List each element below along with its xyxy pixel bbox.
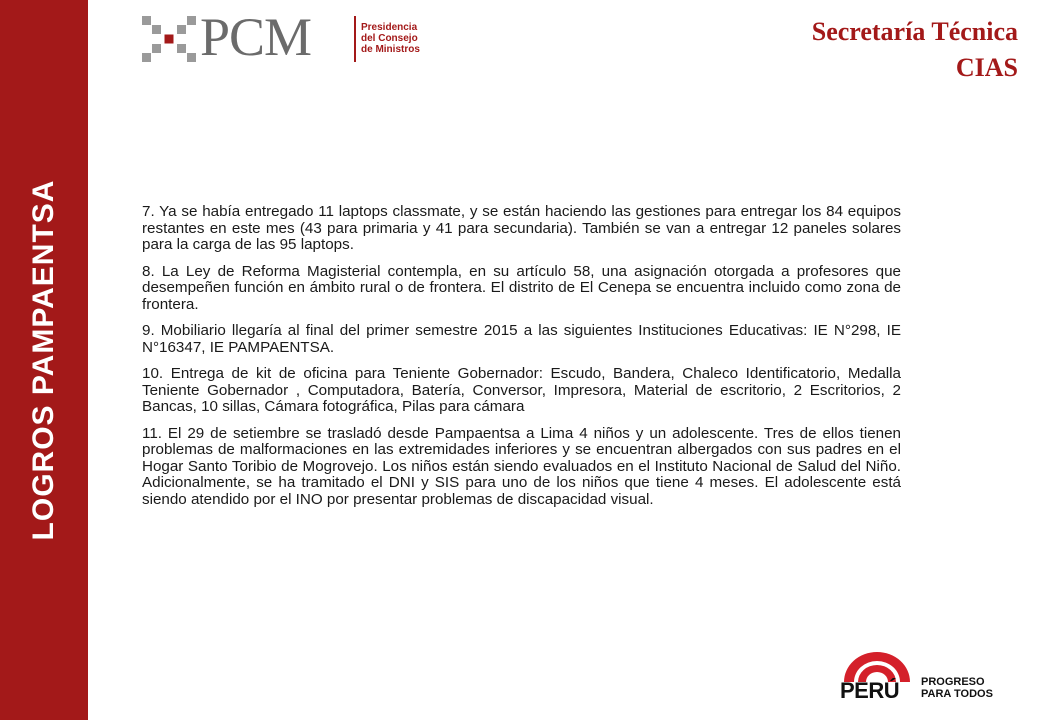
paragraph-10: 10. Entrega de kit de oficina para Teniente Gobernador: Escudo, Bandera, Chaleco Identificatorio, Medalla Teniente Gobernador , Computadora, Batería, Conversor, Impresora, Material de escritorio, 2 Escritorios, 2 Bancas, 10 sillas, Cámara fotográfica, Pilas para cámara [142, 365, 901, 415]
pcm-subtitle [361, 22, 420, 55]
sidebar-title: LOGROS PAMPAENTSA [27, 179, 60, 541]
peru-logo [838, 648, 1008, 704]
sidebar-band [0, 0, 88, 720]
main-content [142, 204, 901, 518]
pcm-wordmark: PCM [200, 7, 312, 67]
paragraph-8: 8. La Ley de Reforma Magisterial contempla, en su artículo 58, una asignación otorgada a profesores que desempeñen función en ámbito rural o de frontera. El distrito de El Cenepa se encuentra incluido como zona de frontera. [142, 262, 901, 313]
peru-slogan-line: PROGRESO [921, 676, 985, 688]
paragraph-9: 9. Mobiliario llegaría al final del primer semestre 2015 a las siguientes Instituciones Educativas: IE N°298, IE N°16347, IE PAMPAENTSA. [142, 322, 901, 356]
pcm-x-mark-icon [140, 14, 198, 64]
pcm-logo [140, 7, 440, 67]
pcm-subtitle-line: del Consejo [361, 33, 418, 44]
peru-wordmark: PERÚ [840, 678, 900, 703]
header-title [812, 14, 1018, 86]
header-title-line1: Secretaría Técnica [811, 17, 1018, 46]
pcm-subtitle-line: Presidencia [361, 22, 418, 33]
paragraph-7: 7. Ya se había entregado 11 laptops classmate, y se están haciendo las gestiones para entregar los 84 equipos restantes en este mes (43 para primaria y 41 para secundaria). También se van a entregar 12 paneles solares para la carga de las 95 laptops. [142, 203, 901, 253]
peru-slogan [921, 676, 993, 700]
logo-divider [354, 16, 356, 62]
pcm-subtitle-line: de Ministros [361, 44, 420, 55]
peru-slogan-line: PARA TODOS [921, 688, 993, 700]
header-title-line2: CIAS [955, 53, 1018, 82]
paragraph-11: 11. El 29 de setiembre se trasladó desde Pampaentsa a Lima 4 niños y un adolescente. Tres de ellos tienen problemas de malformaciones en las extremidades inferiores y se encuentran albergados con sus padres en el Hogar Santo Toribio de Mogrovejo. Los niños están siendo evaluados en el Instituto Nacional de Salud del Niño. Adicionalmente, se ha tramitado el DNI y SIS para uno de los niños que tiene 4 meses. El adolescente está siendo atendido por el INO por presentar problemas de discapacidad visual. [142, 424, 901, 508]
